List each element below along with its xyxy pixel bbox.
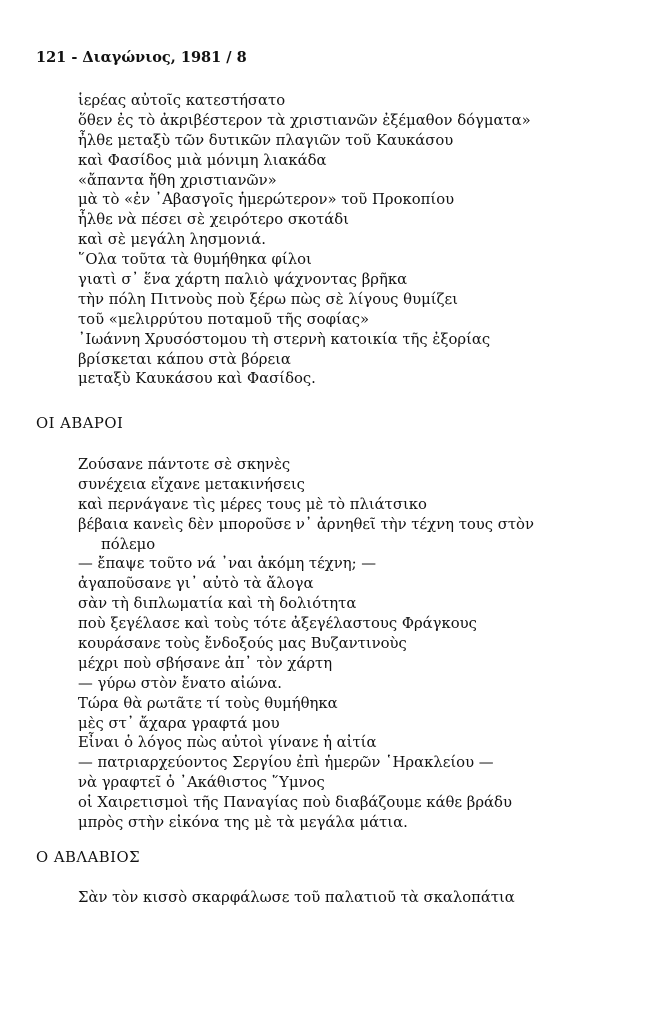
poem-avlavios	[78, 888, 515, 908]
poem-line: Τώρα θὰ ρωτᾶτε τί τοὺς θυμήθηκα	[78, 694, 338, 712]
poem-line: ὅθεν ἐς τὸ ἀκριβέστερον τὰ χριστιανῶν ἐξέμαθον δόγματα»	[78, 111, 531, 129]
poem-line: Ζούσανε πάντοτε σὲ σκηνὲς	[78, 456, 291, 473]
poem-line: ᾿Ιωάννη Χρυσόστομου τὴ στερνὴ κατοικία τῆς ἐξορίας	[78, 330, 491, 348]
poem-line: ἦλθε νὰ πέσει σὲ χειρότερο σκοτάδι	[78, 211, 349, 229]
poem-line: ἀγαποῦσανε γι᾿ αὐτὸ τὰ ἄλογα	[78, 575, 314, 593]
poem-line: μπρὸς στὴν εἰκόνα της μὲ τὰ μεγάλα μάτια.	[78, 814, 408, 832]
poem-line: ἱερέας αὐτοῖς κατεστήσατο	[78, 92, 286, 109]
poem-line: ἦλθε μεταξὺ τῶν δυτικῶν πλαγιῶν τοῦ Καυκάσου	[78, 131, 454, 149]
poem-line: «ἄπαντα ἤθη χριστιανῶν»	[78, 171, 277, 189]
poem-line: μέχρι ποὺ σβήσανε ἀπ᾿ τὸν χάρτη	[78, 654, 333, 672]
poem-stanza-continued	[78, 91, 531, 389]
poem-line: — πατριαρχεύοντος Σεργίου ἐπὶ ἡμερῶν ῾Ηρακλείου —	[78, 754, 494, 772]
poem-line: νὰ γραφτεῖ ὁ ᾿Ακάθιστος ῞Υμνος	[78, 774, 325, 792]
poem-line: τὴν πόλη Πιτνοὺς ποὺ ξέρω πὼς σὲ λίγους θυμίζει	[78, 290, 458, 308]
poem-line: Σὰν τὸν κισσὸ σκαρφάλωσε τοῦ παλατιοῦ τὰ σκαλοπάτια	[78, 889, 515, 906]
poem-line: ῞Ολα τοῦτα τὰ θυμήθηκα φίλοι	[78, 251, 312, 269]
poem-line: καὶ Φασίδος μιὰ μόνιμη λιακάδα	[78, 151, 327, 169]
poem-line: οἱ Χαιρετισμοὶ τῆς Παναγίας ποὺ διαβάζουμε κάθε βράδυ	[78, 794, 512, 812]
poem-line: συνέχεια εἴχανε μετακινήσεις	[78, 475, 305, 493]
poem-line-continuation: πόλεμο	[101, 535, 156, 553]
poem-line: τοῦ «μελιρρύτου ποταμοῦ τῆς σοφίας»	[78, 310, 370, 328]
poem-line: καὶ σὲ μεγάλη λησμονιά.	[78, 231, 266, 249]
poem-line: — ἔπαψε τοῦτο νά ᾿ναι ἀκόμη τέχνη; —	[78, 555, 377, 573]
section-title-avaroi: ΟΙ ΑΒΑΡΟΙ	[36, 415, 124, 432]
poem-avaroi	[78, 455, 534, 833]
poem-line: γιατὶ σ᾿ ἕνα χάρτη παλιὸ ψάχνοντας βρῆκα	[78, 271, 408, 289]
section-title-avlavios: Ο ΑΒΛΑΒΙΟΣ	[36, 849, 141, 866]
poem-line: Εἶναι ὁ λόγος πὼς αὐτοὶ γίνανε ἡ αἰτία	[78, 734, 377, 752]
poem-line: βρίσκεται κάπου στὰ βόρεια	[78, 350, 291, 368]
poem-line: καὶ περνάγανε τὶς μέρες τους μὲ τὸ πλιάτσικο	[78, 495, 427, 513]
poem-line: μὰ τὸ «ἐν ᾿Αβασγοῖς ἡμερώτερον» τοῦ Προκοπίου	[78, 191, 455, 209]
running-head: 121 - Διαγώνιος, 1981 / 8	[36, 49, 247, 66]
poem-line: μὲς στ᾿ ἄχαρα γραφτά μου	[78, 714, 280, 732]
poem-line: βέβαια κανεὶς δὲν μποροῦσε ν᾿ ἀρνηθεῖ τὴν τέχνη τους στὸν	[78, 515, 534, 533]
poem-line: μεταξὺ Καυκάσου καὶ Φασίδος.	[78, 370, 316, 388]
poem-line: σὰν τὴ διπλωματία καὶ τὴ δολιότητα	[78, 595, 357, 613]
poem-line: ποὺ ξεγέλασε καὶ τοὺς τότε ἀξεγέλαστους Φράγκους	[78, 615, 477, 633]
poem-line: — γύρω στὸν ἔνατο αἰώνα.	[78, 674, 282, 692]
poem-line: κουράσανε τοὺς ἔνδοξούς μας Βυζαντινοὺς	[78, 635, 407, 653]
